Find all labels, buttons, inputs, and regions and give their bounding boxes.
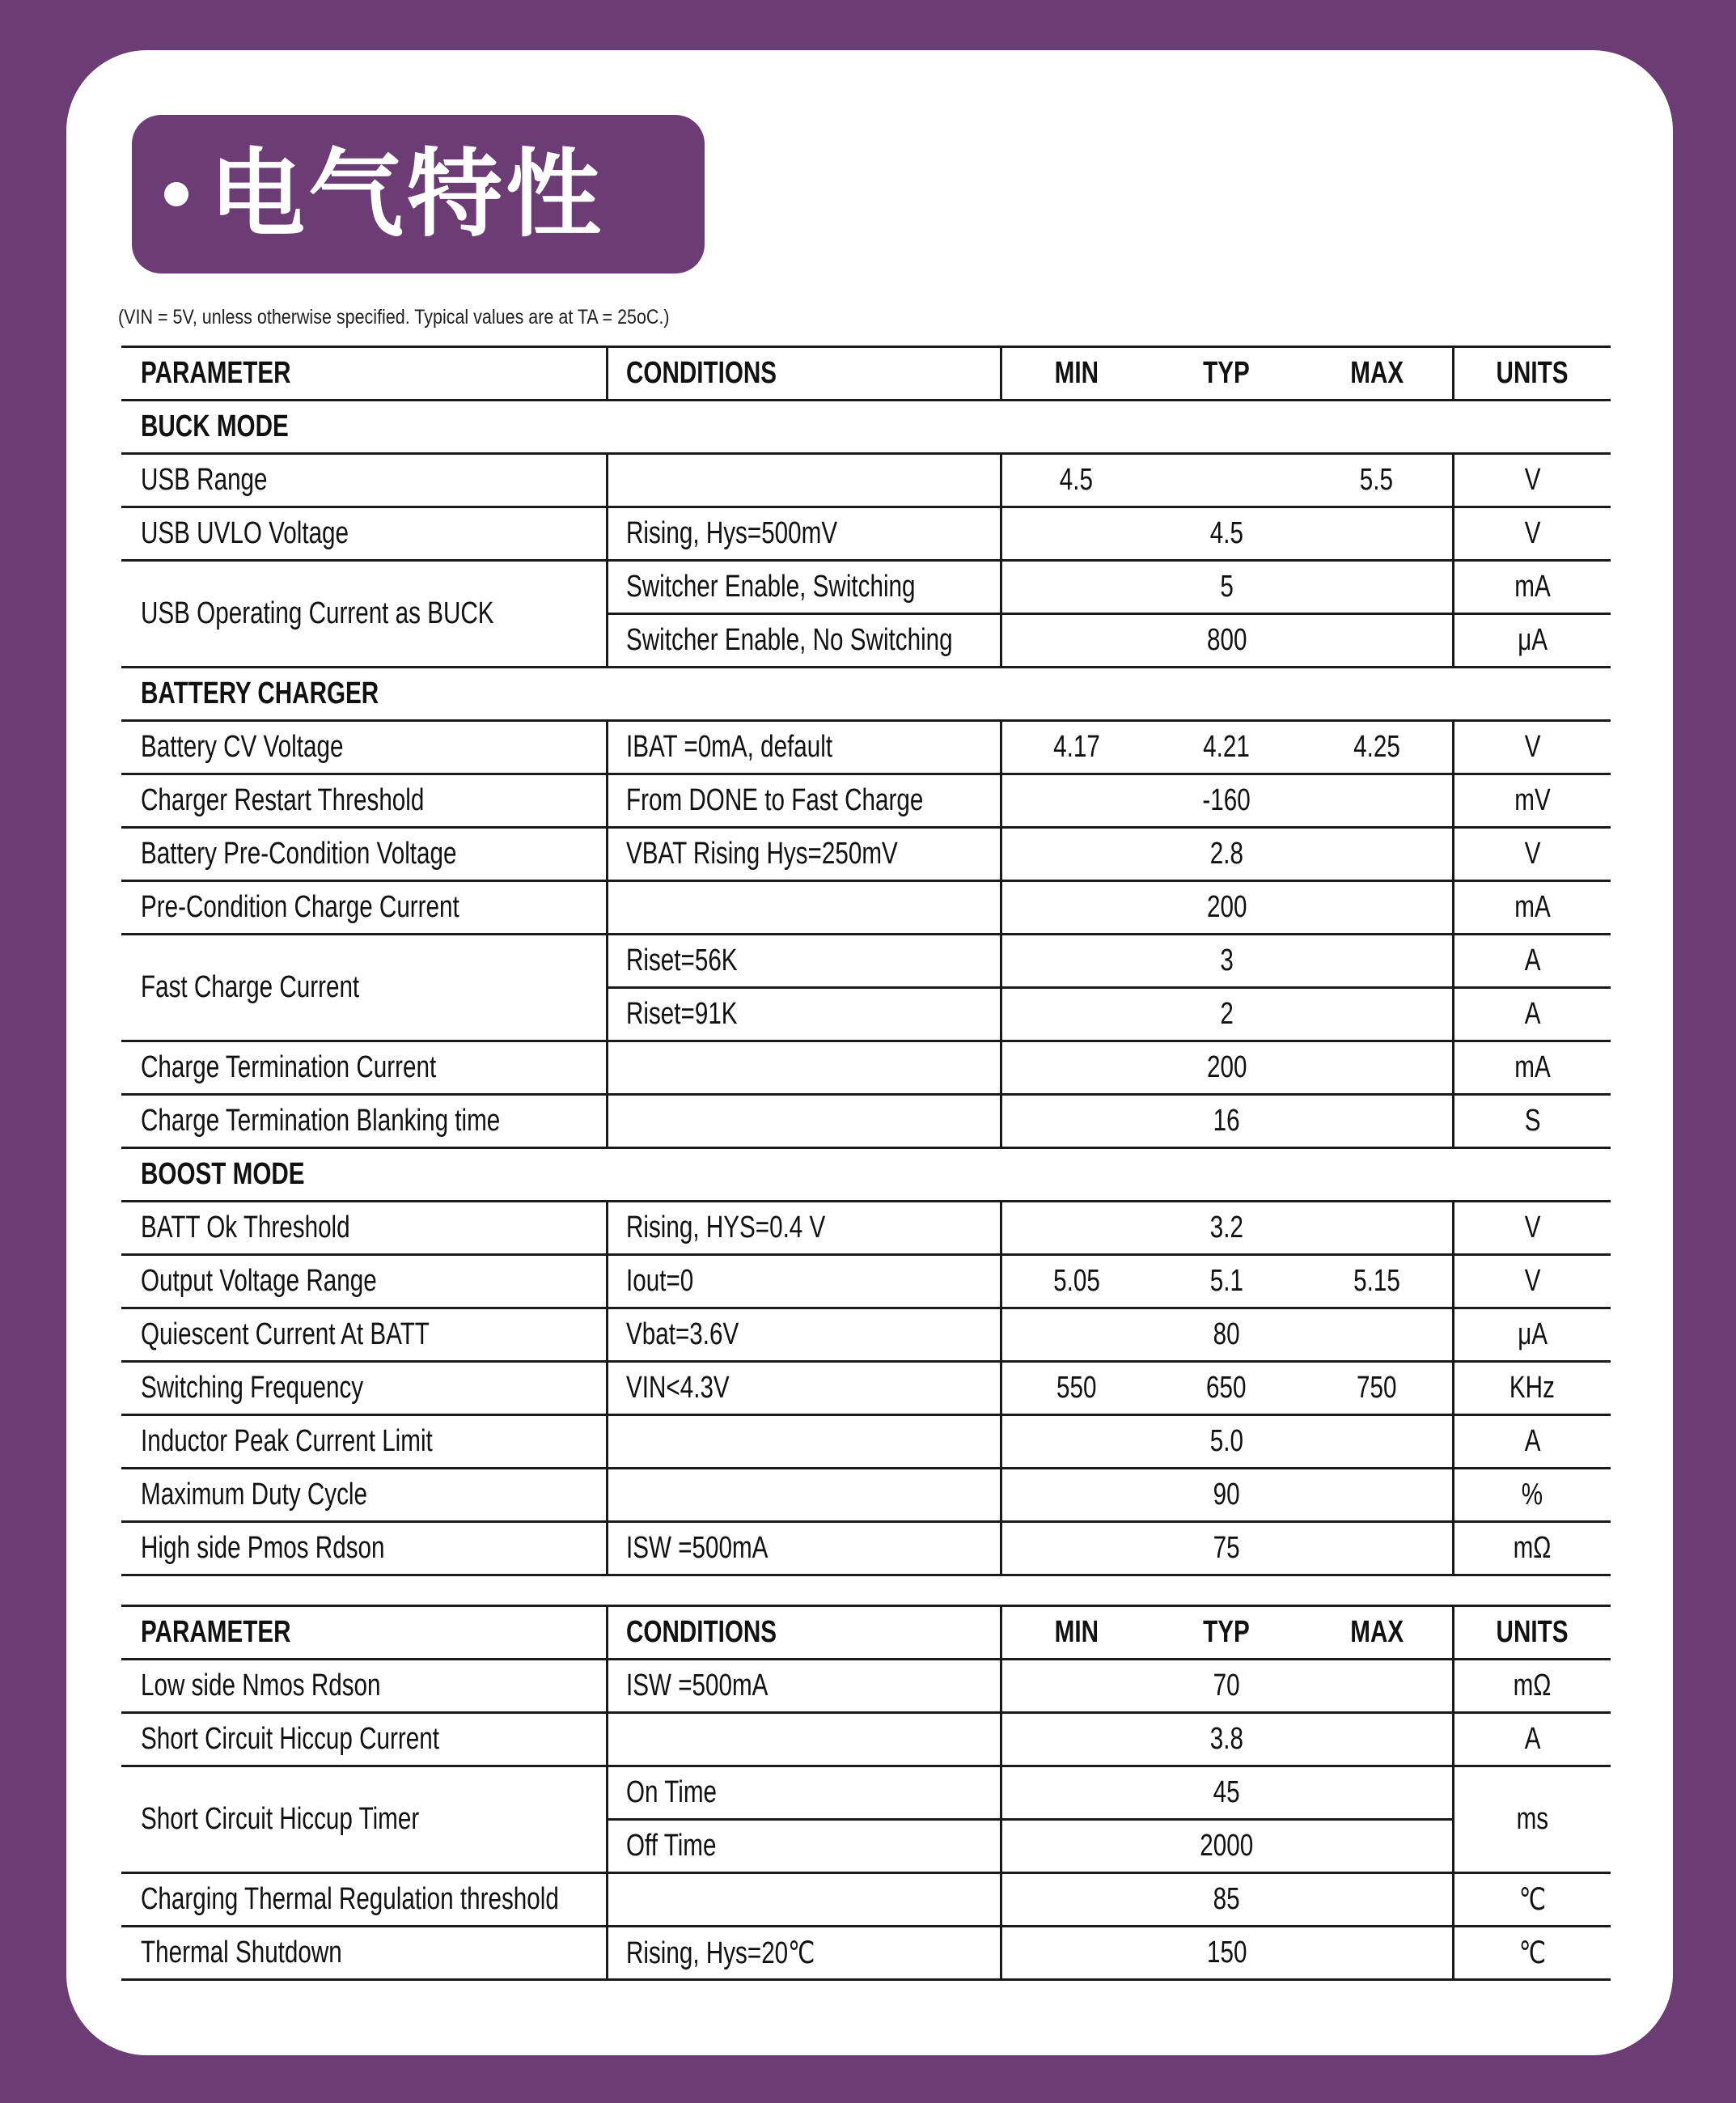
typ-cell: 2.8 xyxy=(1209,837,1244,871)
param-cell: Charge Termination Current xyxy=(141,1050,437,1084)
table-row xyxy=(121,454,1611,507)
header-parameter: PARAMETER xyxy=(141,356,291,390)
param-cell: Battery CV Voltage xyxy=(141,730,344,764)
table-row xyxy=(121,1522,1611,1575)
table-row xyxy=(121,1766,1611,1820)
param-cell: Battery Pre-Condition Voltage xyxy=(141,837,457,871)
units-cell: A xyxy=(1524,1424,1541,1458)
units-cell: A xyxy=(1524,1722,1541,1756)
typ-cell: 2000 xyxy=(1200,1829,1254,1863)
typ-cell: 16 xyxy=(1213,1104,1240,1138)
section-title-banner xyxy=(132,115,705,273)
param-cell: Fast Charge Current xyxy=(141,970,360,1004)
header-units: UNITS xyxy=(1496,356,1569,390)
table-row xyxy=(121,828,1611,881)
header-max: MAX xyxy=(1349,356,1404,390)
units-cell: mA xyxy=(1514,890,1551,924)
table-row xyxy=(121,1873,1611,1927)
units-cell: KHz xyxy=(1509,1371,1556,1405)
table-row xyxy=(121,935,1611,988)
header-typ: TYP xyxy=(1203,356,1250,390)
param-cell: Charger Restart Threshold xyxy=(141,783,425,817)
typ-cell: 5.0 xyxy=(1209,1424,1244,1458)
typ-cell xyxy=(1151,454,1302,507)
max-cell: 5.15 xyxy=(1353,1264,1400,1298)
typ-cell: 3 xyxy=(1220,943,1234,977)
units-cell: V xyxy=(1524,463,1541,497)
param-cell: Low side Nmos Rdson xyxy=(141,1668,381,1702)
param-cell: Short Circuit Hiccup Timer xyxy=(141,1802,420,1836)
section-boost-mode: BOOST MODE xyxy=(141,1157,305,1191)
param-cell: Thermal Shutdown xyxy=(141,1936,342,1969)
cond-cell xyxy=(607,1713,1001,1766)
param-cell: Output Voltage Range xyxy=(141,1264,377,1298)
typ-cell: 150 xyxy=(1206,1936,1247,1969)
units-cell: mA xyxy=(1514,570,1551,604)
table-row xyxy=(121,774,1611,828)
cond-cell: Off Time xyxy=(625,1829,716,1863)
table-row xyxy=(121,1255,1611,1308)
cond-cell: Riset=91K xyxy=(625,997,738,1031)
max-cell: 750 xyxy=(1357,1371,1397,1405)
typ-cell: 800 xyxy=(1206,623,1247,657)
table-row xyxy=(121,1202,1611,1255)
min-cell: 4.17 xyxy=(1052,730,1100,764)
min-cell: 5.05 xyxy=(1052,1264,1100,1298)
units-cell: A xyxy=(1524,997,1541,1031)
cond-cell: Rising, HYS=0.4 V xyxy=(625,1210,825,1244)
header-units: UNITS xyxy=(1496,1615,1569,1649)
max-cell: 5.5 xyxy=(1360,463,1394,497)
cond-cell xyxy=(607,1415,1001,1469)
bullet-icon xyxy=(164,182,188,206)
cond-cell: VIN<4.3V xyxy=(625,1371,730,1405)
param-cell: Switching Frequency xyxy=(141,1371,364,1405)
header-min: MIN xyxy=(1054,1615,1099,1649)
max-cell: 4.25 xyxy=(1353,730,1400,764)
cond-cell: Rising, Hys=20℃ xyxy=(625,1936,815,1970)
typ-cell: 45 xyxy=(1213,1775,1240,1809)
units-cell: V xyxy=(1524,1210,1541,1244)
param-cell: USB Operating Current as BUCK xyxy=(141,596,494,630)
table-row xyxy=(121,1041,1611,1095)
table-row xyxy=(121,881,1611,935)
cond-cell: VBAT Rising Hys=250mV xyxy=(625,837,898,871)
units-cell: V xyxy=(1524,730,1541,764)
cond-cell: ISW =500mA xyxy=(625,1668,768,1702)
typ-cell: 3.8 xyxy=(1209,1722,1244,1756)
cond-cell: On Time xyxy=(625,1775,717,1809)
typ-cell: 200 xyxy=(1206,1050,1247,1084)
section-battery-charger: BATTERY CHARGER xyxy=(141,676,379,710)
header-conditions: CONDITIONS xyxy=(625,356,777,390)
typ-cell: 90 xyxy=(1213,1478,1240,1512)
section-row xyxy=(121,668,1611,721)
param-cell: BATT Ok Threshold xyxy=(141,1210,350,1244)
table-row xyxy=(121,1415,1611,1469)
table-row xyxy=(121,1927,1611,1980)
units-cell: V xyxy=(1524,837,1541,871)
table-row xyxy=(121,1713,1611,1766)
cond-cell xyxy=(607,1873,1001,1927)
table-row xyxy=(121,1660,1611,1713)
header-parameter: PARAMETER xyxy=(141,1615,291,1649)
cond-cell xyxy=(607,1041,1001,1095)
header-conditions: CONDITIONS xyxy=(625,1615,777,1649)
param-cell: Inductor Peak Current Limit xyxy=(141,1424,433,1458)
typ-cell: 4.21 xyxy=(1203,730,1250,764)
cond-cell xyxy=(607,454,1001,507)
units-cell: ms xyxy=(1516,1802,1549,1836)
param-cell: Quiescent Current At BATT xyxy=(141,1317,430,1351)
table-header-row xyxy=(121,1606,1611,1660)
typ-cell: 5 xyxy=(1220,570,1234,604)
page-title: 电气特性 xyxy=(210,138,605,250)
section-row xyxy=(121,401,1611,454)
cond-cell: Switcher Enable, No Switching xyxy=(625,623,953,657)
units-cell: mΩ xyxy=(1513,1668,1552,1702)
units-cell: S xyxy=(1524,1104,1541,1138)
units-cell: mΩ xyxy=(1513,1531,1552,1565)
units-cell: V xyxy=(1524,516,1541,550)
units-cell: A xyxy=(1524,943,1541,977)
cond-cell: IBAT =0mA, default xyxy=(625,730,832,764)
param-cell: Short Circuit Hiccup Current xyxy=(141,1722,439,1756)
units-cell: mV xyxy=(1514,783,1551,817)
param-cell: USB Range xyxy=(141,463,268,497)
spec-table-2 xyxy=(121,1605,1611,1981)
min-cell: 550 xyxy=(1056,1371,1097,1405)
table-row xyxy=(121,561,1611,614)
units-cell: ℃ xyxy=(1518,1936,1546,1970)
param-cell: Charge Termination Blanking time xyxy=(141,1104,501,1138)
header-max: MAX xyxy=(1349,1615,1404,1649)
units-cell: ℃ xyxy=(1518,1883,1546,1917)
header-typ: TYP xyxy=(1203,1615,1250,1649)
table-row xyxy=(121,1095,1611,1148)
typ-cell: 5.1 xyxy=(1209,1264,1243,1298)
units-cell: mA xyxy=(1514,1050,1551,1084)
spec-table-1 xyxy=(121,346,1611,1576)
section-row xyxy=(121,1148,1611,1202)
cond-cell: ISW =500mA xyxy=(625,1531,768,1565)
cond-cell xyxy=(607,1095,1001,1148)
units-cell: μA xyxy=(1517,623,1548,657)
typ-cell: 85 xyxy=(1213,1882,1240,1916)
typ-cell: 2 xyxy=(1220,997,1234,1031)
typ-cell: 4.5 xyxy=(1209,516,1244,550)
min-cell: 4.5 xyxy=(1060,463,1094,497)
table-row xyxy=(121,1308,1611,1362)
cond-cell xyxy=(607,1469,1001,1522)
param-cell: High side Pmos Rdson xyxy=(141,1531,385,1565)
table-row xyxy=(121,1362,1611,1415)
typ-cell: 75 xyxy=(1213,1531,1240,1565)
typ-cell: 70 xyxy=(1213,1668,1240,1702)
cond-cell: Switcher Enable, Switching xyxy=(625,570,916,604)
conditions-note: (VIN = 5V, unless otherwise specified. Typical values are at TA = 25oC.) xyxy=(118,306,670,329)
param-cell: Charging Thermal Regulation threshold xyxy=(141,1882,559,1916)
units-cell: μA xyxy=(1517,1317,1548,1351)
typ-cell: 200 xyxy=(1206,890,1247,924)
cond-cell: From DONE to Fast Charge xyxy=(625,783,923,817)
param-cell: USB UVLO Voltage xyxy=(141,516,349,550)
units-cell: % xyxy=(1522,1478,1543,1512)
param-cell: Maximum Duty Cycle xyxy=(141,1478,367,1512)
typ-cell: 650 xyxy=(1206,1371,1247,1405)
table-row xyxy=(121,1469,1611,1522)
typ-cell: -160 xyxy=(1202,783,1251,817)
param-cell: Pre-Condition Charge Current xyxy=(141,890,459,924)
table-row xyxy=(121,721,1611,774)
cond-cell: Riset=56K xyxy=(625,943,738,977)
typ-cell: 3.2 xyxy=(1209,1210,1244,1244)
header-min: MIN xyxy=(1054,356,1099,390)
table-header-row xyxy=(121,347,1611,401)
units-cell: V xyxy=(1524,1264,1541,1298)
cond-cell: Rising, Hys=500mV xyxy=(625,516,837,550)
section-buck-mode: BUCK MODE xyxy=(141,409,289,443)
cond-cell: Vbat=3.6V xyxy=(625,1317,739,1351)
typ-cell: 80 xyxy=(1213,1317,1240,1351)
cond-cell: Iout=0 xyxy=(625,1264,693,1298)
cond-cell xyxy=(607,881,1001,935)
table-row xyxy=(121,507,1611,561)
